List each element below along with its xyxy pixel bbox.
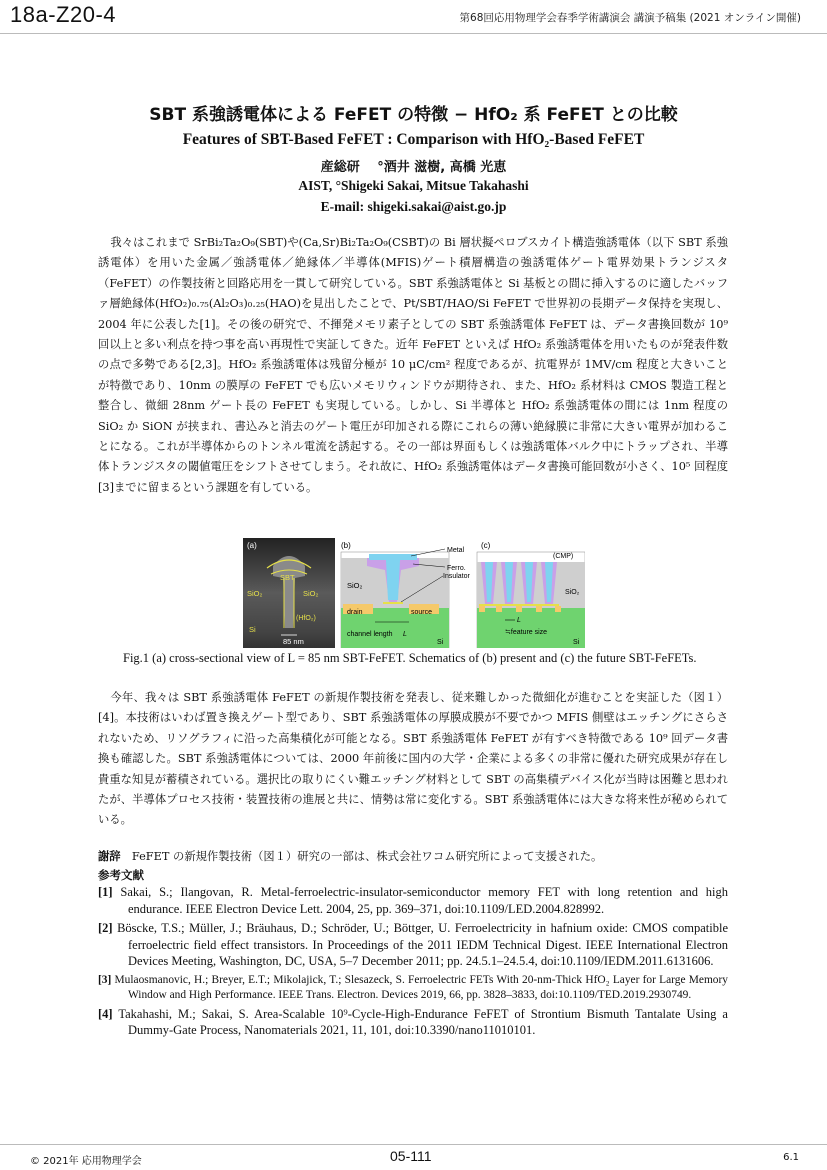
title-japanese: SBT 系強誘電体による FeFET の特徴 − HfO₂ 系 FeFET との比較 xyxy=(149,105,678,125)
author-email: E-mail: shigeki.sakai@aist.go.jp xyxy=(320,199,507,214)
source-label: source xyxy=(411,609,433,616)
panel-a-label: (a) xyxy=(247,541,257,550)
figure-panel-a xyxy=(243,538,335,648)
reference-item: [3] Mulaosmanovic, H.; Breyer, E.T.; Mikolajick, T.; Slesazeck, S. Ferroelectric FETs With 20-nm-Thick HfO₂ Layer for Large Memory Window and High Performance. IEEE Trans. Electron. Devices 2019, 66, pp. 3828–3833, doi:10.1109/TED.2019.2930749. xyxy=(98,973,728,1001)
figure-panel-c xyxy=(477,541,585,648)
acknowledgment-label: 謝辞 xyxy=(98,850,121,863)
figure-1 xyxy=(243,536,585,648)
footer-page-code: 05-111 xyxy=(390,1148,432,1164)
feature-size-label: ≒feature size xyxy=(505,629,548,636)
acknowledgment-text: FeFET の新規作製技術（図１）研究の一部は、株式会社ワコム研究所によって支援された。 xyxy=(120,850,603,863)
reference-item: [4] Takahashi, M.; Sakai, S. Area-Scalable 10⁹-Cycle-High-Endurance FeFET of Strontium Bismuth Tantalate Using a Dummy-Gate Process, Nanomaterials 2021, 11, 101, doi:10.3390/nano11010101. xyxy=(98,1006,728,1037)
footer-copyright: © 2021年 応用物理学会 xyxy=(30,1156,142,1167)
reference-item: [2] Böscke, T.S.; Müller, J.; Bräuhaus, D.; Schröder, U.; Böttger, U. Ferroelectricity in hafnium oxide: CMOS compatible ferroelectric field effect transistors. In Proceedings of the 2011 IEDM Technical Digest. IEEE International Electron Devices Meeting, Washington, DC, USA, 5–7 December 2011; pp. 24.5.1–24.5.4, doi:10.1109/IEDM.2011.6131606. xyxy=(98,921,728,968)
channel-length-symbol: L xyxy=(403,631,407,638)
sem-scale-label: 85 nm xyxy=(283,637,304,646)
channel-length-label: channel length xyxy=(347,631,393,638)
si-c-label: Si xyxy=(573,639,580,646)
reference-item: [1] Sakai, S.; Ilangovan, R. Metal-ferroelectric-insulator-semiconductor memory FET with long retention and high endurance. IEEE Electron Device Lett. 2004, 25, pp. 369–371, doi:10.1109/LED.2004.828992. xyxy=(98,885,728,916)
authors-japanese: 産総研 °酒井 滋樹, 高橋 光恵 xyxy=(320,160,507,175)
cmp-label: (CMP) xyxy=(553,553,574,560)
references-list xyxy=(98,884,728,1042)
footer-rule xyxy=(0,1144,827,1145)
figure-caption: Fig.1 (a) cross-sectional view of L = 85 nm SBT-FeFET. Schematics of (b) present and (c) the future SBT-FeFETs. xyxy=(123,651,697,665)
drain-label: drain xyxy=(347,609,363,616)
body-paragraph-2: 今年、我々は SBT 系強誘電体 FeFET の新規作製技術を発表し、従来難しかった微細化が進むことを実証した（図１）[4]。本技術はいわば置き換えゲート型であり、SBT 系強誘電体の厚膜成膜が不要でかつ MFIS 側壁はエッチングにさらされないため、リソグラフィに沿った高集積化が可能となる。SBT 系強誘電体 FeFET が有すべき特徴である 10⁹ 回データ書換も確認した。SBT 系強誘電体については、2000 年前後に国内の大学・企業による多くの非常に優れた研究成果が存在し貴重な知見が蓄積されている。選択比の取りにくい難エッチング材料として SBT の高集積デバイス化が当時は困難と思われたが、半導体プロセス技術・装置技術の進展と共に、情勢は常に変化する。SBT 系強誘電体には大きな将来性が秘められている。 xyxy=(98,691,728,827)
acknowledgment xyxy=(98,848,728,866)
sem-hfo2-label: (HfO₂) xyxy=(296,615,316,622)
figure-panel-b xyxy=(341,541,471,648)
sem-sbt-label: SBT xyxy=(280,573,295,582)
panel-b-label: (b) xyxy=(341,541,351,550)
sio2-b-label: SiO₂ xyxy=(347,581,363,590)
conference-name: 第68回応用物理学会春季学術講演会 講演予稿集 (2021 オンライン開催) xyxy=(459,12,801,24)
title-english: Features of SBT-Based FeFET : Comparison with HfO₂-Based FeFET xyxy=(182,131,645,148)
footer-section-number: 6.1 xyxy=(783,1152,799,1163)
sem-sio2-left-label: SiO₂ xyxy=(247,589,263,598)
references-title: 参考文献 xyxy=(98,868,144,882)
header-rule xyxy=(0,33,827,34)
sio2-c-label: SiO₂ xyxy=(565,589,580,596)
feature-length-symbol: L xyxy=(517,617,521,624)
metal-label: Metal xyxy=(447,547,465,554)
ferro-label: Ferro. xyxy=(447,565,466,572)
panel-c-label: (c) xyxy=(481,541,491,550)
sem-sio2-right-label: SiO₂ xyxy=(303,589,319,598)
body-paragraph-1: 我々はこれまで SrBi₂Ta₂O₉(SBT)や(Ca,Sr)Bi₂Ta₂O₉(CSBT)の Bi 層状擬ペロブスカイト構造強誘電体（以下 SBT 系強誘電体）を用いた金属／強誘電体／絶縁体／半導体(MFIS)ゲート積層構造の強誘電体ゲート電界効果トランジスタ（FeFET）の作製技術と回路応用を一貫して研究している。SBT 系強誘電体と Si 基板との間に挿入するのに適したバッファ層絶縁体(HfO₂)₀.₇₅(Al₂O₃)₀.₂₅(HAO)を見出したことで、Pt/SBT/HAO/Si FeFET で世界初の長期データ保持を実現し、2004 年に公表した[1]。その後の研究で、不揮発メモリ素子としての SBT 系強誘電体 FeFET は、データ書換回数が 10⁹ 回以上と多い利点を持つ事を高い再現性で実証してきた。近年 FeFET といえば HfO₂ 系強誘電体を用いたものが発表件数の点で多勢である[2,3]。HfO₂ 系強誘電体は残留分極が 10 μC/cm² 程度であるが、抗電界が 1MV/cm 程度と大きいことが特徴であり、10nm の膜厚の FeFET でも広いメモリウィンドウが期待され、また、HfO₂ 系材料は CMOS 製造工程と整合し、微細 28nm ゲート長の FeFET も実現している。しかし、Si 半導体と HfO₂ 系強誘電体の間には 1nm 程度の SiO₂ か SiON が挟まれ、書込みと消去のゲート電圧が印加される際にこれらの薄い絶縁膜に非常に大きい電界が加わることになる。これが半導体からのトンネル電流を誘起する。その一部は界面もしくは強誘電体バルク中にトラップされ、半導体トランジスタの閾値電圧をシフトさせてしまう。それ故に、HfO₂ 系強誘電体はデータ書換可能回数が小さく、10⁵ 回程度[3]までに留まるという課題を有している。 xyxy=(98,236,728,494)
authors-english: AIST, °Shigeki Sakai, Mitsue Takahashi xyxy=(298,178,529,193)
si-b-label: Si xyxy=(437,639,444,646)
abstract-code: 18a-Z20-4 xyxy=(10,2,117,27)
insulator-label: Insulator xyxy=(443,573,470,580)
sem-si-label: Si xyxy=(249,625,256,634)
